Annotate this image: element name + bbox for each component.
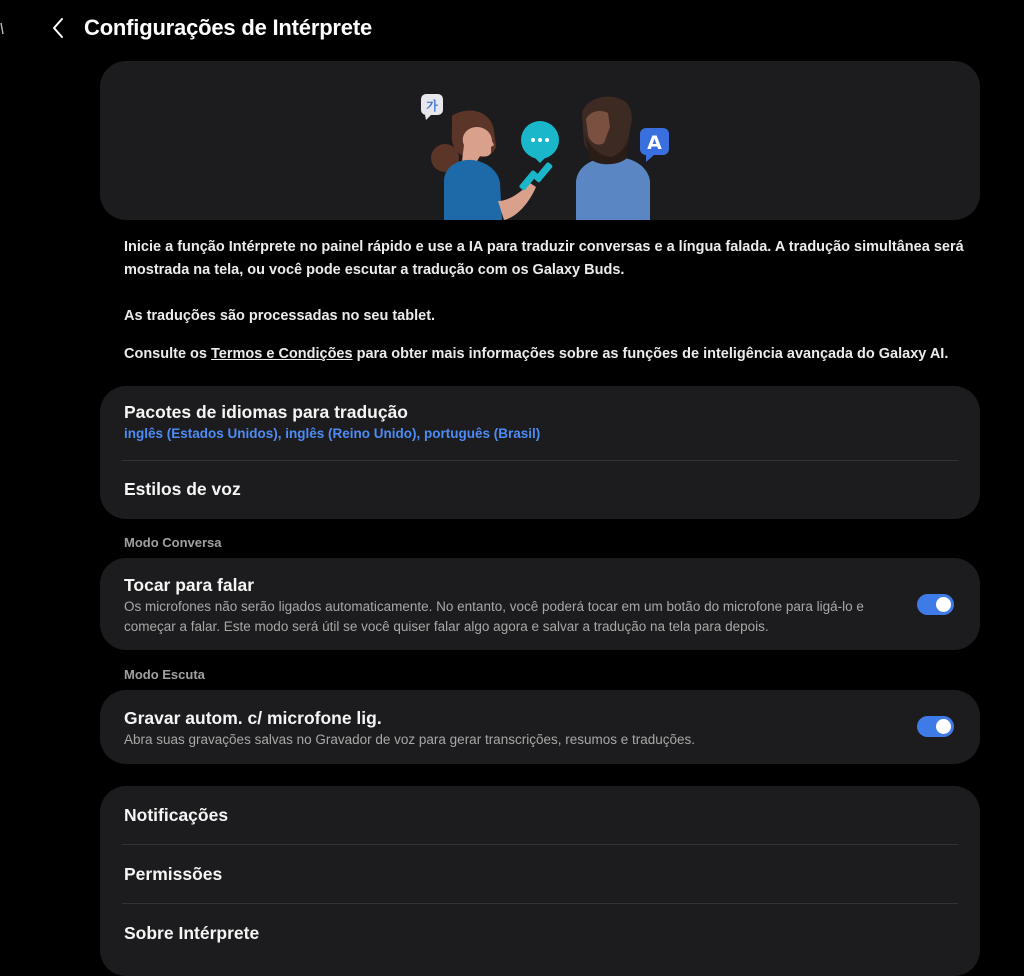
terms-suffix: para obter mais informações sobre as funções de inteligência avançada do Galaxy AI.: [352, 346, 949, 362]
tap-to-talk-row[interactable]: [124, 573, 890, 637]
chat-bubble-icon: [521, 121, 559, 163]
about-title: Sobre Intérprete: [124, 923, 260, 943]
auto-record-title: Gravar autom. c/ microfone lig.: [124, 708, 382, 728]
terms-prefix: Consulte os: [124, 346, 212, 362]
top-bar: [0, 0, 1024, 56]
terms-paragraph: [124, 343, 964, 366]
permissions-row[interactable]: [124, 862, 956, 886]
notifications-title: Notificações: [124, 805, 229, 825]
interpreter-illustration: [100, 61, 980, 220]
listening-mode-label: Modo Escuta: [124, 667, 205, 682]
auto-record-description: Abra suas gravações salvas no Gravador de voz para gerar transcrições, resumos e traduções.: [124, 732, 696, 747]
edge-chevron-icon: [0, 22, 4, 36]
terms-link[interactable]: Termos e Condições: [211, 346, 353, 362]
language-packs-row[interactable]: [124, 400, 956, 444]
on-device-note: As traduções são processadas no seu tablet.: [124, 308, 436, 324]
korean-glyph-text: 가: [426, 99, 438, 113]
chevron-left-icon: [51, 17, 65, 39]
phone-icon: [519, 162, 554, 191]
toggle-knob: [936, 597, 951, 612]
language-packs-title: Pacotes de idiomas para tradução: [124, 402, 408, 422]
conversation-mode-card: [100, 558, 980, 650]
voice-styles-row[interactable]: [124, 477, 956, 501]
letter-a-bubble-icon: [640, 128, 669, 162]
auto-record-row[interactable]: [124, 706, 890, 750]
tap-to-talk-toggle[interactable]: [917, 594, 954, 615]
man-figure-icon: [576, 97, 650, 220]
notifications-row[interactable]: [124, 803, 956, 827]
listening-mode-card: [100, 690, 980, 764]
divider: [122, 460, 958, 461]
language-packs-value: inglês (Estados Unidos), inglês (Reino Unido), português (Brasil): [124, 426, 541, 441]
divider: [122, 844, 958, 845]
intro-description: Inicie a função Intérprete no painel rápido e use a IA para traduzir conversas e a língua falada. A tradução simultânea será mostrada na tela, ou você pode escutar a tradução com os Galaxy Buds.: [124, 239, 964, 278]
hero-illustration-card: [100, 61, 980, 220]
voice-styles-title: Estilos de voz: [124, 479, 241, 499]
korean-bubble-icon: [421, 94, 443, 120]
more-settings-card: [100, 786, 980, 976]
tap-to-talk-description: Os microfones não serão ligados automaticamente. No entanto, você poderá tocar em um botão do microfone para ligá-lo e começar a falar. Este modo será útil se você quiser falar algo agora e salvar a tradução na tela para depois.: [124, 599, 864, 634]
auto-record-toggle[interactable]: [917, 716, 954, 737]
page-title: Configurações de Intérprete: [84, 15, 372, 40]
tap-to-talk-title: Tocar para falar: [124, 575, 255, 595]
about-row[interactable]: [124, 921, 956, 945]
conversation-mode-label: Modo Conversa: [124, 535, 222, 550]
letter-a-text: A: [647, 132, 662, 154]
divider: [122, 903, 958, 904]
permissions-title: Permissões: [124, 864, 223, 884]
toggle-knob: [936, 719, 951, 734]
language-settings-card: [100, 386, 980, 519]
woman-figure-icon: [431, 111, 536, 220]
back-button[interactable]: [40, 12, 76, 44]
